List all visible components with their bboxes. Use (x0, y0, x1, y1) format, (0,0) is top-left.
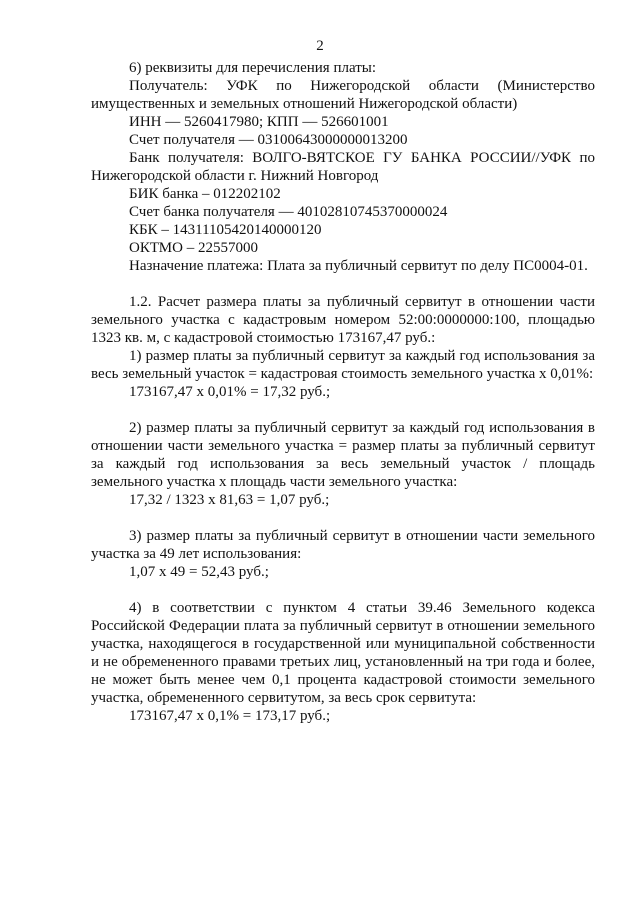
calculation-formula-3: 1,07 х 49 = 52,43 руб.; (129, 564, 269, 580)
bik-text: БИК банка – 012202102 (129, 186, 281, 202)
document-body (91, 59, 595, 725)
bank-account-text: Счет банка получателя — 40102810745370000024 (129, 204, 448, 220)
calculation-formula-4: 173167,47 х 0,1% = 173,17 руб.; (129, 708, 331, 724)
oktmo-text: ОКТМО – 22557000 (129, 240, 258, 256)
calculation-intro: 1.2. Расчет размера платы за публичный сервитут в отношении части земельного участка с кадастровым номером 52:00:0000000:100, площадью 1323 кв. м, с кадастровой стоимостью 173167,47 руб.: (91, 294, 595, 346)
calculation-section (91, 293, 595, 725)
payment-purpose-text: Назначение платежа: Плата за публичный сервитут по делу ПС0004-01. (129, 258, 588, 274)
recipient-account-text: Счет получателя — 03100643000000013200 (129, 132, 408, 148)
calculation-formula-2: 17,32 / 1323 х 81,63 = 1,07 руб.; (129, 492, 330, 508)
requisites-heading: 6) реквизиты для перечисления платы: (129, 60, 377, 76)
kbk-text: КБК – 14311105420140000120 (129, 222, 322, 238)
bank-text: Банк получателя: ВОЛГО-ВЯТСКОЕ ГУ БАНКА РОССИИ//УФК по Нижегородской области г. Нижний Новгород (91, 150, 595, 184)
calculation-step-3: 3) размер платы за публичный сервитут в отношении части земельного участка за 49 лет использования: (91, 528, 595, 562)
page-number: 2 (316, 38, 324, 54)
calculation-step-1: 1) размер платы за публичный сервитут за каждый год использования за весь земельный участок = кадастровая стоимость земельного участка х 0,01%: (91, 348, 595, 382)
inn-kpp-text: ИНН — 5260417980; КПП — 526601001 (129, 114, 389, 130)
recipient-text: Получатель: УФК по Нижегородской области (Министерство имущественных и земельных отношений Нижегородской области) (91, 78, 595, 112)
calculation-step-4: 4) в соответствии с пунктом 4 статьи 39.46 Земельного кодекса Российской Федерации плата за публичный сервитут в отношении земельного участка, находящегося в государственной или муниципальной собственности и не обремененного правами третьих лиц, установленный на три года и более, не может быть менее чем 0,1 процента кадастровой стоимости земельного участка, обремененного сервитутом, за весь срок сервитута: (91, 600, 595, 706)
calculation-step-2: 2) размер платы за публичный сервитут за каждый год использования в отношении части земельного участка = размер платы за публичный сервитут за каждый год использования за весь земельный участок / площадь земельного участка х площадь части земельного участка: (91, 420, 595, 490)
payment-requisites-section (91, 59, 595, 275)
calculation-formula-1: 173167,47 х 0,01% = 17,32 руб.; (129, 384, 331, 400)
